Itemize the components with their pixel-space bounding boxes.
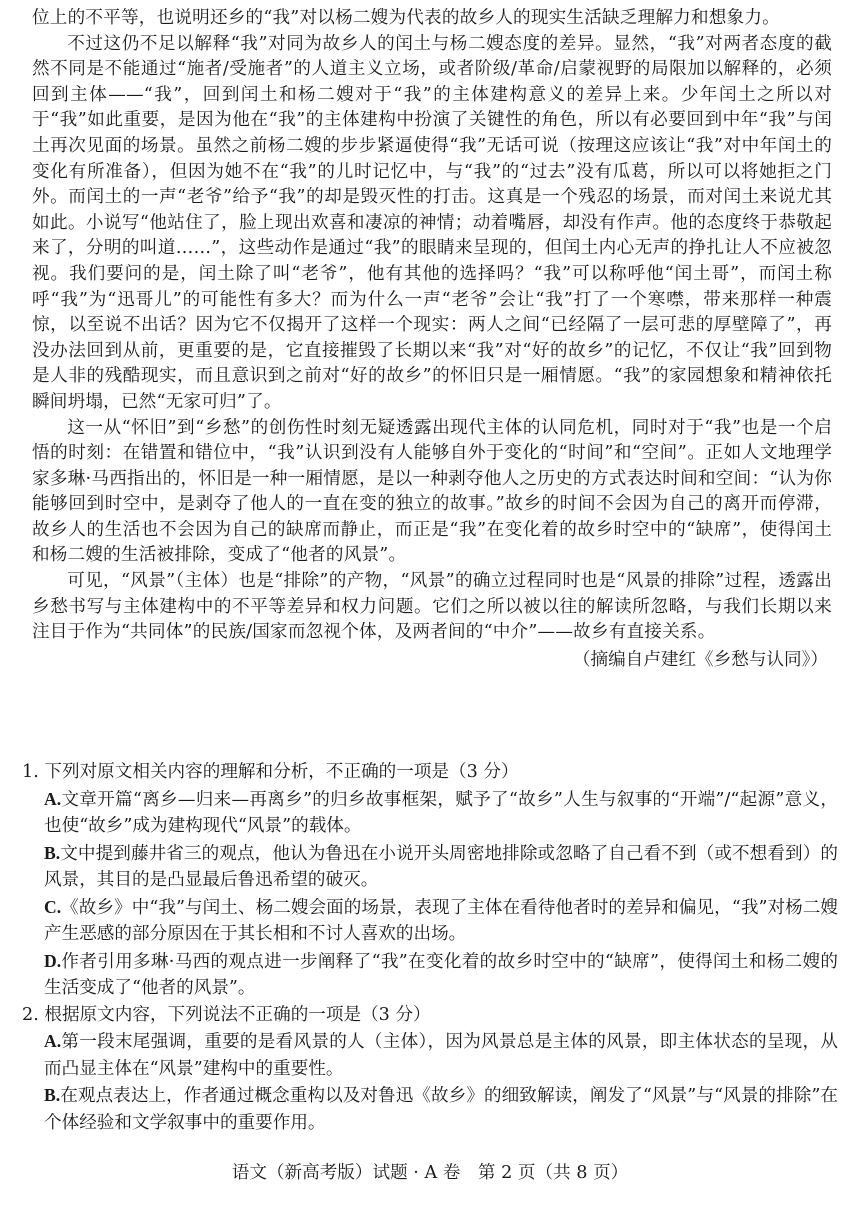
question-1 bbox=[22, 759, 838, 1002]
reading-passage bbox=[32, 6, 832, 673]
question-option bbox=[44, 840, 838, 894]
question-stem: 2. 根据原文内容，下列说法不正确的一项是（3 分） bbox=[22, 1004, 431, 1025]
option-letter: B. bbox=[44, 842, 61, 863]
option-letter: D. bbox=[44, 950, 62, 971]
option-letter: C. bbox=[44, 896, 62, 917]
passage-paragraph-2: 不过这仍不足以解释“我”对同为故乡人的闰土与杨二嫂态度的差异。显然，“我”对两者态度的截然不同是不能通过“施者/受施者”的人道主义立场，或者阶级/革命/启蒙视野的局限加以解释的，必须回到主体——“我”，回到闰土和杨二嫂对于“我”的主体建构意义的差异上来。少年闰土之所以对于“我”如此重要，是因为他在“我”的主体建构中扮演了关键性的角色，所以有必要回到中年“我”与闰土再次见面的场景。虽然之前杨二嫂的步步紧逼使得“我”无话可说（按理这应该让“我”对中年闰土的变化有所准备），但因为她不在“我”的儿时记忆中，与“我”的“过去”没有瓜葛，所以可以将她拒之门外。而闰土的一声“老爷”给予“我”的却是毁灭性的打击。这真是一个残忍的场景，而对闰土来说尤其如此。小说写“他站住了，脸上现出欢喜和凄凉的神情；动着嘴唇，却没有作声。他的态度终于恭敬起来了，分明的叫道……”，这些动作是通过“我”的眼睛来呈现的，但闰土内心无声的挣扎让人不应被忽视。我们要问的是，闰土除了叫“老爷”，他有其他的选择吗？“我”可以称呼他“闰土哥”，而闰土称呼“我”为“迅哥儿”的可能性有多大？而为什么一声“老爷”会让“我”打了一个寒噤，带来那样一种震惊，以至说不出话？因为它不仅揭开了这样一个现实：两人之间“已经隔了一层可悲的厚壁障了”，再没办法回到从前，更重要的是，它直接摧毁了长期以来“我”对“好的故乡”的记忆，不仅让“我”回到物是人非的残酷现实，而且意识到之前对“好的故乡”的怀旧只是一厢情愿。“我”的家园想象和精神依托瞬间坍塌，已然“无家可归”了。 bbox=[32, 33, 832, 412]
passage-paragraph-4: 可见，“风景”（主体）也是“排除”的产物，“风景”的确立过程同时也是“风景的排除”过程，透露出乡愁书写与主体建构中的不平等差异和权力问题。它们之所以被以往的解读所忽略，与我们长期以来注目于作为“共同体”的民族/国家而忽视个体，及两者间的“中介”——故乡有直接关系。 bbox=[32, 571, 832, 643]
question-stem: 1. 下列对原文相关内容的理解和分析，不正确的一项是（3 分） bbox=[22, 762, 519, 782]
question-option bbox=[44, 894, 838, 948]
question-option bbox=[44, 948, 838, 1002]
passage-paragraph-1: 位上的不平等，也说明还乡的“我”对以杨二嫂为代表的故乡人的现实生活缺乏理解力和想象力。 bbox=[32, 8, 780, 28]
option-text: 第一段末尾强调，重要的是看风景的人（主体），因为风景总是主体的风景，即主体状态的呈现，从而凸显主体在“风景”建构中的重要性。 bbox=[44, 1032, 838, 1079]
question-option bbox=[44, 1082, 838, 1136]
option-text: 文中提到藤井省三的观点，他认为鲁迅在小说开头周密地排除或忽略了自己看不到（或不想看到）的风景，其目的是凸显最后鲁迅希望的破灭。 bbox=[44, 843, 838, 890]
question-2 bbox=[22, 1002, 838, 1137]
passage-source: （摘编自卢建红《乡愁与认同》） bbox=[572, 649, 828, 670]
option-letter: A. bbox=[44, 1031, 62, 1051]
option-letter: B. bbox=[44, 1085, 61, 1105]
question-option bbox=[44, 786, 838, 840]
question-option bbox=[44, 1028, 838, 1082]
page-footer: 语文（新高考版）试题 · A 卷 第 2 页（共 8 页） bbox=[231, 1163, 629, 1183]
option-letter: A. bbox=[44, 788, 62, 809]
option-text: 文章开篇“离乡—归来—再离乡”的归乡故事框架，赋予了“故乡”人生与叙事的“开端”/“起源”意义，也使“故乡”成为建构现代“风景”的载体。 bbox=[44, 789, 838, 836]
option-text: 作者引用多琳·马西的观点进一步阐释了“我”在变化着的故乡时空中的“缺席”，使得闰土和杨二嫂的生活变成了“他者的风景”。 bbox=[44, 951, 838, 998]
question-list bbox=[22, 759, 838, 1136]
option-text: 《故乡》中“我”与闰土、杨二嫂会面的场景，表现了主体在看待他者时的差异和偏见，“我”对杨二嫂产生恶感的部分原因在于其长相和不讨人喜欢的出场。 bbox=[44, 897, 838, 944]
option-text: 在观点表达上，作者通过概念重构以及对鲁迅《故乡》的细致解读，阐发了“风景”与“风景的排除”在个体经验和文学叙事中的重要作用。 bbox=[44, 1086, 838, 1133]
passage-paragraph-3: 这一从“怀旧”到“乡愁”的创伤性时刻无疑透露出现代主体的认同危机，同时对于“我”也是一个启悟的时刻：在错置和错位中，“我”认识到没有人能够自外于变化的“时间”和“空间”。正如人文地理学家多琳·马西指出的，怀旧是一种一厢情愿，是以一种剥夺他人之历史的方式表达时间和空间：“认为你能够回到时空中，是剥夺了他人的一直在变的独立的故事。”故乡的时间不会因为自己的离开而停滞，故乡人的生活也不会因为自己的缺席而静止，而正是“我”在变化着的故乡时空中的“缺席”，使得闰土和杨二嫂的生活被排除，变成了“他者的风景”。 bbox=[32, 417, 832, 566]
